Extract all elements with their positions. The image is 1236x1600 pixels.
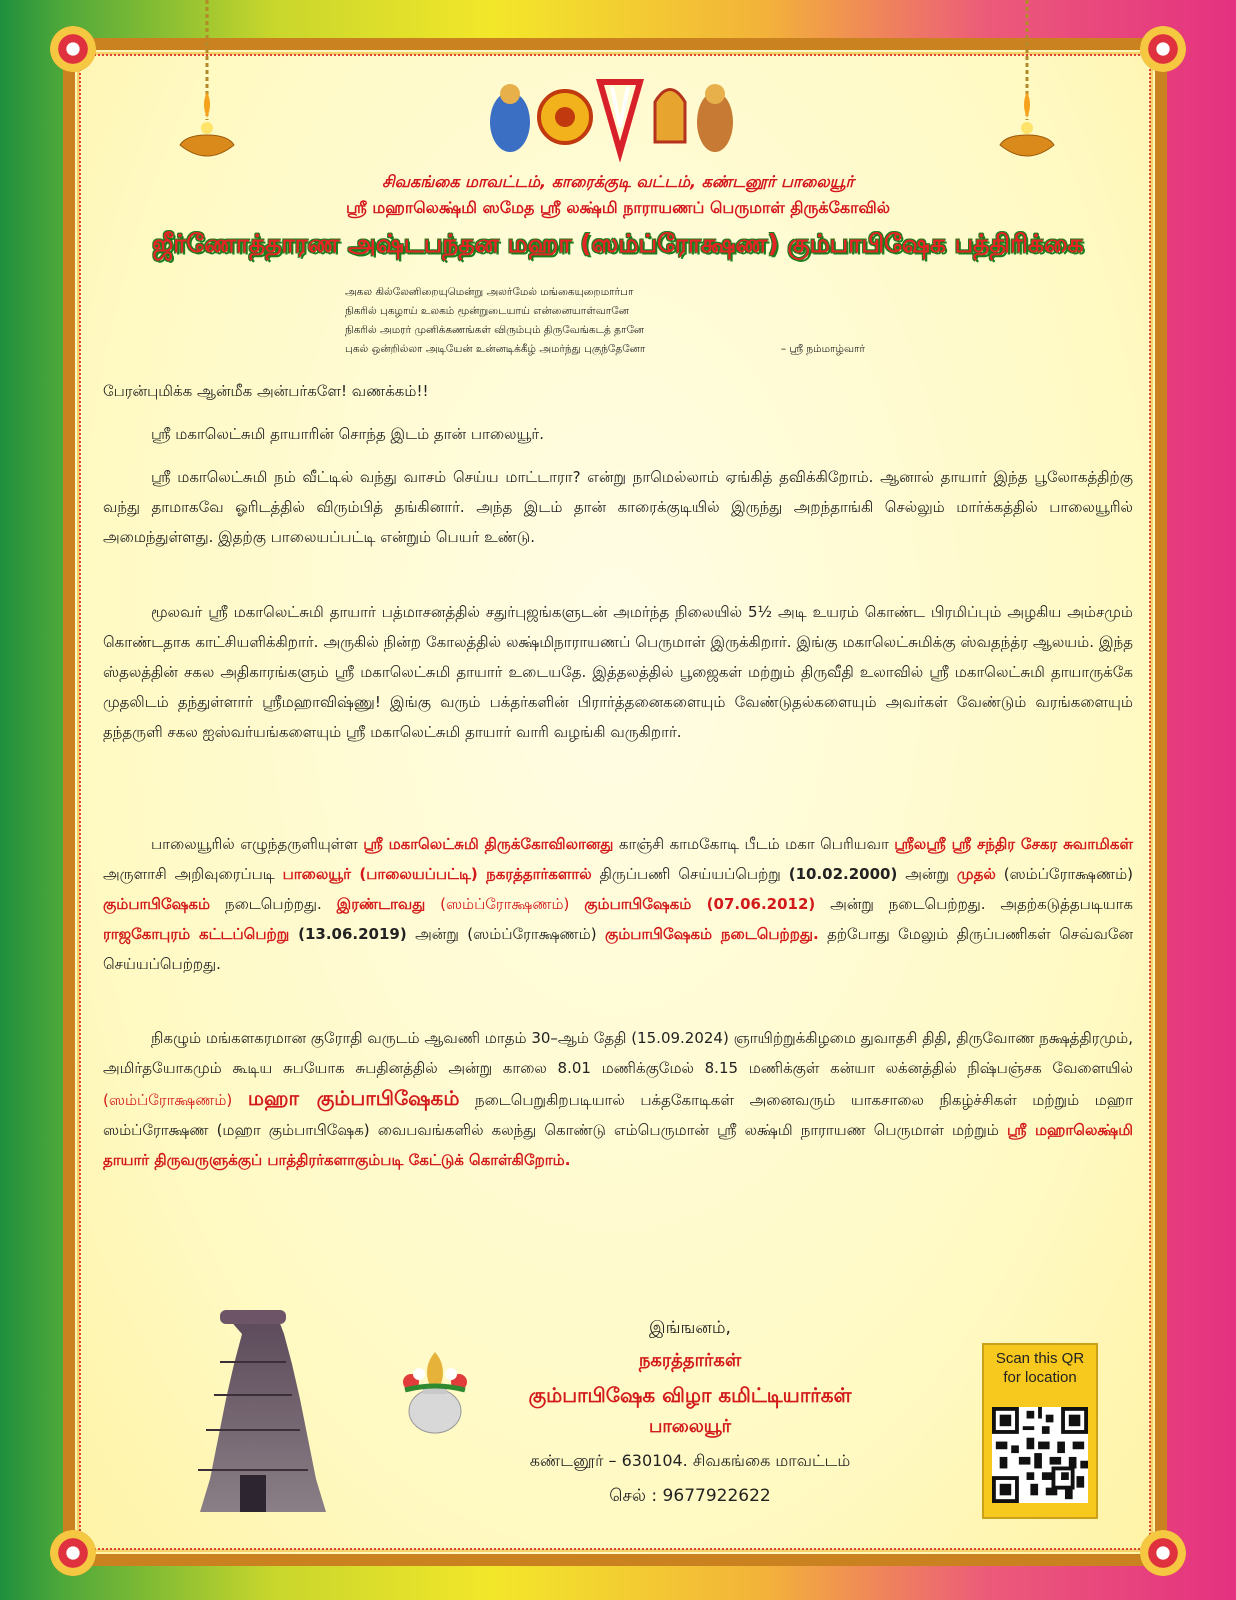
hanging-lamp-icon bbox=[992, 0, 1062, 170]
district-line: சிவகங்கை மாவட்டம், காரைக்குடி வட்டம், கண்டனூர் பாலையூர் bbox=[382, 172, 854, 191]
address: கண்டனூர் – 630104. சிவகங்கை மாவட்டம் bbox=[529, 1451, 851, 1470]
corner-ornament-top-right bbox=[1140, 26, 1186, 72]
paragraph-5: நிகழும் மங்களகரமான குரோதி வருடம் ஆவணி மாதம் 30–ஆம் தேதி (15.09.2024) ஞாயிற்றுக்கிழமை துவாதசி திதி, திருவோண நக்ஷத்திரமும், அமிர்தயோகமும் கூடிய சுபயோக சுபதினத்தில் அன்று காலை 8.01 மணிக்குமேல் 8.15 மணிக்குள் கன்யா லக்னத்தில் நிஷ்பஞ்சக வேளையில் (ஸம்ப்ரோக்ஷணம்) மஹா கும்பாபிஷேகம் நடைபெறுகிறபடியால் பக்தகோடிகள் அனைவரும் யாகசாலை நிகழ்ச்சிகள் மற்றும் மஹா ஸம்ப்ரோக்ஷண (மஹா கும்பாபிஷேக) வைபவங்களில் கலந்து கொண்டு எம்பெருமான் ஸ்ரீ லக்ஷ்மி நாராயண பெருமாள் மற்றும் ஸ்ரீ மஹாலெக்ஷ்மி தாயார் திருவருளுக்குப் பாத்திரர்களாகும்படி கேட்டுக் கொள்கிறோம். bbox=[103, 1029, 1134, 1169]
verse-line: நிகரில் அமரர் முனிக்கணங்கள் விரும்பும் திருவேங்கடத் தானே bbox=[345, 324, 645, 336]
deity-emblem-icon bbox=[480, 72, 740, 162]
corner-ornament-bottom-right bbox=[1140, 1530, 1186, 1576]
verse-line: நிகரில் புகழாய் உலகம் மூன்றுடையாய் என்னையாள்வானே bbox=[345, 305, 629, 317]
hanging-lamp-icon bbox=[172, 0, 242, 170]
qr-location-box[interactable] bbox=[982, 1343, 1098, 1519]
verse-author: – ஸ்ரீ நம்மாழ்வார் bbox=[780, 343, 865, 355]
page-title: ஜீர்ணோத்தாரண அஷ்டபந்தன மஹா (ஸம்ப்ரோக்ஷண) கும்பாபிஷேக பத்திரிக்கை bbox=[152, 229, 1084, 258]
greeting: பேரன்புமிக்க ஆன்மீக அன்பர்களே! வணக்கம்!! bbox=[103, 382, 429, 400]
verse-line: புகல் ஒன்றில்லா அடியேன் உன்னடிக்கீழ் அமர்ந்து புகுந்தேனோ bbox=[345, 343, 646, 355]
signature-line-1: நகரத்தார்கள் bbox=[638, 1350, 742, 1371]
qr-caption-line-1: Scan this QR bbox=[995, 1350, 1085, 1367]
corner-ornament-bottom-left bbox=[50, 1530, 96, 1576]
signature-line-2: கும்பாபிஷேக விழா கமிட்டியார்கள் bbox=[528, 1383, 852, 1407]
verse-block bbox=[345, 283, 865, 359]
verse-line: அகல கில்லேனிறையுமென்று அலர்மேல் மங்கையுறைமார்பா bbox=[345, 286, 634, 298]
paragraph-1: ஸ்ரீ மகாலெட்சுமி தாயாரின் சொந்த இடம் தான் பாலையூர். bbox=[151, 425, 544, 443]
paragraph-3: மூலவர் ஸ்ரீ மகாலெட்சுமி தாயார் பத்மாசனத்தில் சதுர்புஜங்களுடன் அமர்ந்த நிலையில் 5½ அடி உயரம் கொண்ட பிரமிப்பும் அழகிய அம்சமும் கொண்டதாக காட்சியளிக்கிறார். அருகில் நின்ற கோலத்தில் லக்ஷ்மிநாராயணப் பெருமாள் இருக்கிறார். இங்கு மகாலெட்சுமிக்கு ஸ்வதந்த்ர ஆலயம். இந்த ஸ்தலத்தின் சகல அதிகாரங்களும் ஸ்ரீ மகாலெட்சுமி தாயார் உடையதே. இத்தலத்தில் பூஜைகள் மற்றும் திருவீதி உலாவில் ஸ்ரீ மகாலெட்சுமி தாயாருக்கே முதலிடம் தந்துள்ளார் ஸ்ரீமஹாவிஷ்ணு! இங்கு வரும் பக்தர்களின் பிரார்த்தனைகளையும் வேண்டுதல்களையும் அவர்கள் வேண்டும் வரங்களையும் தந்தருளி சகல ஐஸ்வர்யங்களையும் ஸ்ரீ மகாலெட்சுமி தாயார் வாரி வழங்கி வருகிறார். bbox=[103, 603, 1133, 741]
temple-gopuram-icon bbox=[178, 1310, 328, 1512]
qr-caption-line-2: for location bbox=[1003, 1369, 1077, 1386]
temple-name: ஸ்ரீ மஹாலெக்ஷ்மி ஸமேத ஸ்ரீ லக்ஷ்மி நாராயணப் பெருமாள் திருக்கோவில் bbox=[346, 198, 890, 217]
corner-ornament-top-left bbox=[50, 26, 96, 72]
paragraph-2: ஸ்ரீ மகாலெட்சுமி நம் வீட்டில் வந்து வாசம் செய்ய மாட்டாரா? என்று நாமெல்லாம் ஏங்கித் தவிக்கிறோம். ஆனால் தாயார் இந்த பூலோகத்திற்கு வந்து தாமாகவே ஓரிடத்தில் விரும்பித் தங்கினார். அந்த இடம் தான் காரைக்குடியில் இருந்து அறந்தாங்கி செல்லும் மார்க்கத்தில் பாலையூரில் அமைந்துள்ளது. இதற்கு பாலையப்பட்டி என்றும் பெயர் உண்டு. bbox=[103, 468, 1133, 546]
signature-intro: இங்ஙனம், bbox=[649, 1318, 731, 1338]
phone-number: செல் : 9677922622 bbox=[609, 1486, 771, 1506]
qr-code-icon[interactable] bbox=[992, 1407, 1088, 1503]
signature-line-3: பாலையூர் bbox=[648, 1416, 732, 1437]
paragraph-4: பாலையூரில் எழுந்தருளியுள்ள ஸ்ரீ மகாலெட்சுமி திருக்கோவிலானது காஞ்சி காமகோடி பீடம் மகா பெரியவா ஸ்ரீலஸ்ரீ ஸ்ரீ சந்திர சேகர சுவாமிகள் அருளாசி அறிவுரைப்படி பாலையூர் (பாலையப்பட்டி) நகரத்தார்களால் திருப்பணி செய்யப்பெற்று (10.02.2000) அன்று முதல் (ஸம்ப்ரோக்ஷணம்) கும்பாபிஷேகம் நடைபெற்றது. இரண்டாவது (ஸம்ப்ரோக்ஷணம்) கும்பாபிஷேகம் (07.06.2012) அன்று நடைபெற்றது. அதற்கடுத்தபடியாக ராஜகோபுரம் கட்டப்பெற்று (13.06.2019) அன்று (ஸம்ப்ரோக்ஷணம்) கும்பாபிஷேகம் நடைபெற்றது. தற்போது மேலும் திருப்பணிகள் செவ்வனே செய்யப்பெற்றது. bbox=[103, 835, 1134, 973]
